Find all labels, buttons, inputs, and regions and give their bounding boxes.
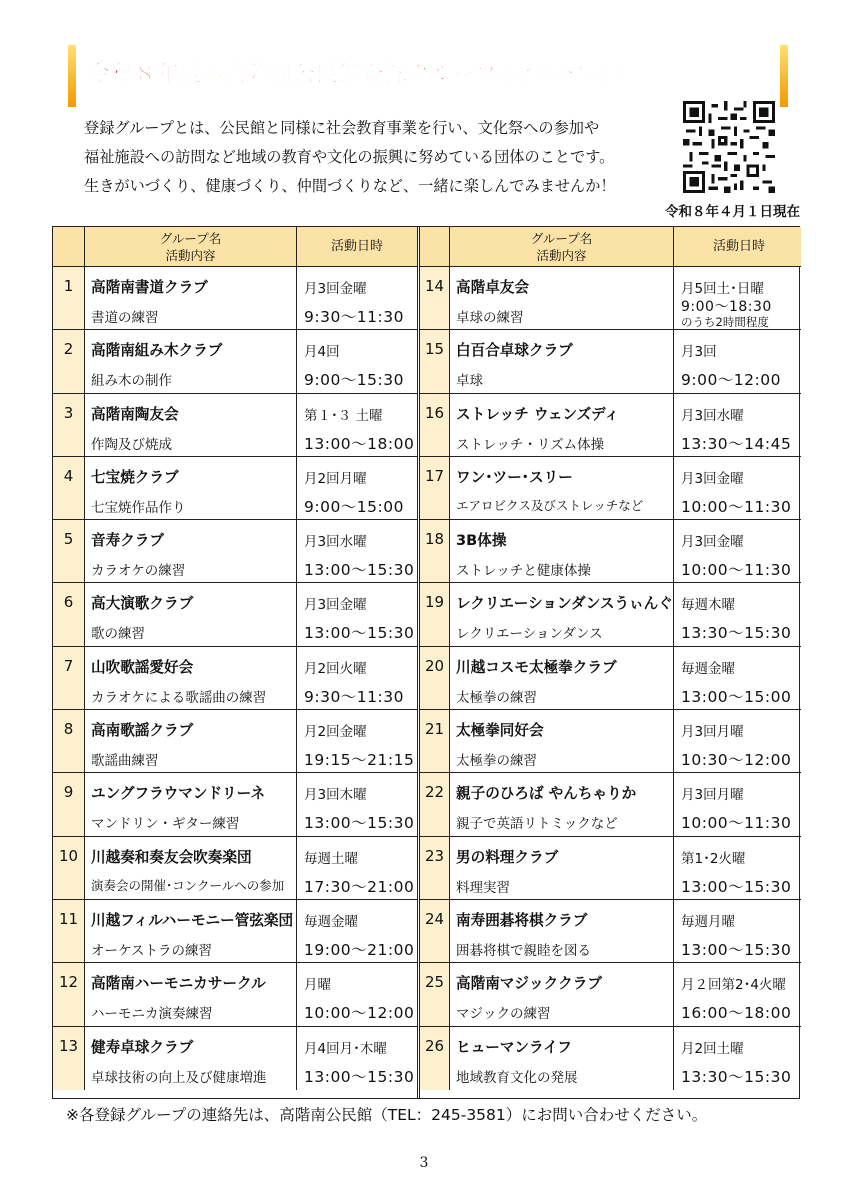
group-day: 月曜 (304, 977, 331, 994)
group-day: 毎週土曜 (304, 850, 358, 867)
contact-note: ※各登録グループの連絡先は、高階南公民館（TEL：245-3581）にお問い合わせください。 (66, 1106, 708, 1124)
intro-line-1: 登録グループとは、公民館と同様に社会教育事業を行い、文化祭への参加や (84, 119, 600, 137)
group-activity: 組み木の制作 (91, 373, 172, 390)
group-activity: 書道の練習 (91, 310, 159, 326)
group-schedule-cell (674, 330, 804, 392)
group-day: 月3回月曜 (681, 787, 744, 804)
table-row (53, 963, 417, 1026)
group-time: 13:30～15:30 (681, 1067, 792, 1086)
group-name: 3B体操 (456, 532, 507, 550)
group-activity: 作陶及び焼成 (91, 436, 172, 453)
group-schedule-cell (297, 267, 417, 329)
group-schedule-cell (297, 520, 417, 582)
group-schedule-cell (674, 457, 804, 519)
group-activity: オーケストラの練習 (91, 942, 212, 959)
group-activity: 卓球技術の向上及び健康増進 (91, 1069, 267, 1086)
group-day: 月2回月曜 (304, 470, 367, 487)
group-day: 月4回月･木曜 (304, 1040, 387, 1057)
group-name: 高階卓友会 (456, 279, 529, 296)
group-number: 18 (420, 520, 450, 582)
group-activity: 歌の練習 (91, 626, 145, 643)
group-day: 毎週金曜 (304, 913, 358, 930)
intro-line-2: 福祉施設への訪問など地域の教育や文化の振興に努めている団体のことです。 (84, 148, 615, 166)
table-row (53, 773, 417, 836)
group-name-cell (450, 583, 674, 645)
title-tail: をご紹介します (498, 65, 632, 86)
group-schedule-cell (674, 647, 804, 709)
group-number: 3 (53, 394, 85, 456)
group-day: 月2回金曜 (304, 724, 367, 741)
group-time: 10:00～11:30 (681, 814, 792, 833)
group-name-cell (85, 583, 297, 645)
group-name-cell (85, 773, 297, 835)
group-day: 月3回水曜 (304, 534, 367, 551)
table-row (53, 583, 417, 646)
group-day: 月5回土･日曜 (681, 281, 764, 297)
header-group-name: グループ名 (530, 231, 593, 246)
group-schedule-cell (674, 710, 804, 772)
group-name-cell (85, 900, 297, 962)
group-name-cell (85, 394, 297, 456)
group-time: 13:00～15:30 (304, 561, 415, 580)
table-row (420, 837, 801, 900)
page-title (88, 57, 776, 97)
group-schedule-cell (674, 837, 804, 899)
group-name: 男の料理クラブ (456, 848, 559, 866)
group-number: 11 (53, 900, 85, 962)
group-time: 17:30～21:00 (304, 877, 415, 896)
table-row (420, 900, 801, 963)
group-number: 12 (53, 963, 85, 1025)
group-activity: 演奏会の開催･コンクールへの参加 (91, 877, 285, 893)
group-day: 月2回火曜 (304, 660, 367, 677)
group-schedule-cell (297, 583, 417, 645)
group-time: 13:30～15:30 (681, 624, 792, 643)
group-time-note: のうち2時間程度 (681, 315, 769, 329)
group-schedule-cell (297, 394, 417, 456)
group-number: 25 (420, 963, 450, 1025)
table-row (53, 1027, 417, 1090)
group-name: ユングフラウマンドリーネ (91, 785, 266, 803)
group-name: 高南歌謡クラブ (91, 722, 194, 740)
table-row (53, 267, 417, 330)
group-table (52, 226, 800, 1099)
header-number-cell (53, 227, 85, 267)
group-activity: 歌謡曲練習 (91, 753, 159, 770)
table-row (53, 837, 417, 900)
group-day: 月3回水曜 (681, 407, 744, 424)
title-particle: の (203, 62, 225, 86)
group-name: 山吹歌謡愛好会 (91, 658, 194, 676)
group-name-cell (450, 394, 674, 456)
group-activity: カラオケによる歌謡曲の練習 (91, 689, 267, 706)
group-column-right (417, 227, 801, 1098)
group-schedule-cell (674, 583, 804, 645)
group-day: 月4回 (304, 344, 340, 361)
qr-code-icon[interactable] (683, 101, 775, 193)
group-number: 10 (53, 837, 85, 899)
group-schedule-cell (297, 837, 417, 899)
table-row (53, 457, 417, 520)
table-row (53, 330, 417, 393)
group-time: 10:00～12:00 (304, 1004, 415, 1023)
table-row (420, 773, 801, 836)
group-number: 22 (420, 773, 450, 835)
group-schedule-cell (674, 394, 804, 456)
group-time: 13:00～15:30 (681, 940, 792, 959)
group-number: 15 (420, 330, 450, 392)
group-number: 4 (53, 457, 85, 519)
group-name-cell (85, 457, 297, 519)
group-name: ヒューマンライフ (456, 1038, 572, 1056)
group-time: 13:00～15:30 (304, 624, 415, 643)
group-name-cell (450, 520, 674, 582)
intro-line-3: 生きがいづくり、健康づくり、仲間づくりなど、一緒に楽しんでみませんか！ (84, 177, 616, 195)
group-activity: ストレッチ・リズム体操 (456, 436, 605, 453)
group-name: 太極拳同好会 (456, 722, 544, 740)
table-row (53, 520, 417, 583)
header-schedule: 活動日時 (712, 239, 765, 254)
group-time: 13:00～15:30 (304, 1067, 415, 1086)
group-name: 川越フィルハーモニー管弦楽団 (91, 911, 294, 929)
group-time: 19:15～21:15 (304, 751, 415, 770)
group-name: 健寿卓球クラブ (91, 1038, 194, 1056)
group-name-cell (450, 330, 674, 392)
header-number-cell (420, 227, 450, 267)
group-activity: 料理実習 (456, 879, 510, 896)
table-row (420, 647, 801, 710)
intro-text (84, 114, 679, 201)
group-schedule-cell (297, 963, 417, 1025)
group-name: 川越コスモ太極拳クラブ (456, 658, 617, 676)
group-schedule-cell (297, 330, 417, 392)
group-name: 音寿クラブ (91, 532, 164, 550)
group-day: 月3回月曜 (681, 724, 744, 741)
group-time: 13:00～15:00 (681, 687, 792, 706)
group-number: 13 (53, 1027, 85, 1090)
group-name-cell (450, 900, 674, 962)
group-activity: 囲碁将棋で親睦を図る (456, 942, 591, 959)
table-row (53, 394, 417, 457)
group-time: 9:00～15:30 (304, 371, 404, 390)
table-row (53, 900, 417, 963)
group-time: 10:00～11:30 (681, 561, 792, 580)
table-row (420, 520, 801, 583)
group-time: 13:00～15:30 (304, 814, 415, 833)
group-day: 第1･2火曜 (681, 850, 746, 867)
group-name: 親子のひろば やんちゃりか (456, 785, 637, 803)
group-schedule-cell (297, 457, 417, 519)
group-number: 7 (53, 647, 85, 709)
group-number: 20 (420, 647, 450, 709)
group-schedule-cell (674, 267, 804, 329)
header-activity: 活動内容 (165, 248, 216, 263)
group-day: 月3回金曜 (304, 597, 367, 614)
group-activity: 地域教育文化の発展 (456, 1069, 578, 1086)
group-activity: 卓球の練習 (456, 310, 524, 326)
group-number: 19 (420, 583, 450, 645)
group-day: 月2回土曜 (681, 1040, 744, 1057)
table-row (420, 963, 801, 1026)
group-number: 6 (53, 583, 85, 645)
table-row (420, 710, 801, 773)
group-day: 月２回第2･4火曜 (681, 977, 786, 994)
group-name-cell (85, 520, 297, 582)
group-day: 月3回金曜 (681, 470, 744, 487)
group-schedule-cell (297, 710, 417, 772)
group-time: 10:00～11:30 (681, 497, 792, 516)
group-number: 16 (420, 394, 450, 456)
group-time: 13:00～18:00 (304, 434, 415, 453)
title-banner (68, 45, 788, 107)
group-day: 毎週木曜 (681, 597, 735, 614)
group-number: 14 (420, 267, 450, 329)
header-schedule: 活動日時 (330, 239, 383, 254)
group-activity: 親子で英語リトミックなど (456, 816, 618, 833)
group-time: 19:00～21:00 (304, 940, 415, 959)
group-activity: カラオケの練習 (91, 563, 186, 580)
group-time: 10:30～12:00 (681, 751, 792, 770)
group-time: 9:30～11:30 (304, 687, 404, 706)
group-name-cell (85, 710, 297, 772)
table-row (420, 330, 801, 393)
group-time: 9:00～18:30 (681, 299, 772, 315)
group-number: 2 (53, 330, 85, 392)
group-name: 高階南ハーモニカサークル (91, 975, 266, 993)
table-row (420, 457, 801, 520)
group-name-cell (85, 267, 297, 329)
group-day: 月3回金曜 (304, 281, 367, 297)
group-number: 24 (420, 900, 450, 962)
group-activity: マジックの練習 (456, 1006, 551, 1023)
group-name-cell (85, 837, 297, 899)
banner-left-bar (68, 45, 76, 107)
table-row (53, 710, 417, 773)
group-activity: 七宝焼作品作り (91, 499, 186, 516)
group-name: 七宝焼クラブ (91, 468, 179, 486)
group-name-cell (450, 773, 674, 835)
group-schedule-cell (674, 963, 804, 1025)
group-number: 17 (420, 457, 450, 519)
group-activity: 太極拳の練習 (456, 753, 537, 770)
group-number: 8 (53, 710, 85, 772)
group-schedule-cell (297, 773, 417, 835)
group-time: 13:00～15:30 (681, 877, 792, 896)
group-name-cell (85, 647, 297, 709)
group-day: 月3回 (681, 344, 717, 361)
group-day: 月3回金曜 (681, 534, 744, 551)
group-schedule-cell (674, 900, 804, 962)
group-time: 16:00～18:00 (681, 1004, 792, 1023)
table-header-left (53, 227, 417, 267)
group-activity: ストレッチと健康体操 (456, 563, 591, 580)
group-number: 26 (420, 1027, 450, 1090)
group-number: 9 (53, 773, 85, 835)
title-year: 令和８年度 (88, 62, 204, 87)
page-number: 3 (419, 1155, 429, 1171)
header-name-cell (85, 227, 297, 267)
table-row (53, 647, 417, 710)
rows-left (53, 267, 417, 1090)
header-group-name: グループ名 (159, 231, 222, 246)
group-column-left (53, 227, 417, 1098)
group-schedule-cell (674, 520, 804, 582)
group-number: 1 (53, 267, 85, 329)
banner-right-bar (780, 45, 788, 107)
group-name-cell (450, 710, 674, 772)
group-name: 高階南書道クラブ (91, 279, 208, 296)
group-time: 9:00～15:00 (304, 497, 404, 516)
group-day: 月3回木曜 (304, 787, 367, 804)
group-name: 高階南陶友会 (91, 405, 179, 423)
group-activity: エアロビクス及びストレッチなど (456, 497, 644, 513)
group-name-cell (85, 1027, 297, 1090)
group-name-cell (450, 647, 674, 709)
group-day: 第１･３ 土曜 (304, 407, 383, 424)
group-time: 13:30～14:45 (681, 434, 792, 453)
group-schedule-cell (297, 647, 417, 709)
group-name-cell (450, 837, 674, 899)
group-number: 21 (420, 710, 450, 772)
table-row (420, 583, 801, 646)
group-name: ストレッチ ウェンズディ (456, 405, 619, 423)
group-name: 南寿囲碁将棋クラブ (456, 911, 588, 929)
group-number: 5 (53, 520, 85, 582)
group-name-cell (450, 457, 674, 519)
title-main: 高階南公民館登録グループ (224, 62, 499, 87)
table-row (420, 394, 801, 457)
group-activity: ハーモニカ演奏練習 (91, 1006, 213, 1023)
group-name-cell (450, 1027, 674, 1090)
group-name-cell (85, 963, 297, 1025)
group-name-cell (450, 963, 674, 1025)
group-activity: 卓球 (456, 373, 483, 390)
as-of-date: 令和８年４月１日現在 (665, 204, 800, 220)
table-row (420, 267, 801, 330)
table-header-right (420, 227, 801, 267)
group-activity: 太極拳の練習 (456, 689, 537, 706)
group-activity: マンドリン・ギター練習 (91, 816, 240, 833)
group-name: 高階南組み木クラブ (91, 342, 223, 360)
group-name: 川越奏和奏友会吹奏楽団 (91, 848, 252, 866)
group-activity: レクリエーションダンス (456, 626, 603, 643)
header-activity: 活動内容 (536, 248, 587, 263)
group-day: 毎週月曜 (681, 913, 735, 930)
group-name-cell (85, 330, 297, 392)
group-day: 毎週金曜 (681, 660, 735, 677)
table-row (420, 1027, 801, 1090)
group-name: ワン･ツー･スリー (456, 468, 573, 486)
group-name: 高大演歌クラブ (91, 595, 194, 613)
group-name: 白百合卓球クラブ (456, 342, 573, 360)
group-schedule-cell (674, 773, 804, 835)
group-time: 9:00～12:00 (681, 371, 781, 390)
group-name-cell (450, 267, 674, 329)
header-name-cell (450, 227, 674, 267)
group-name: レクリエーションダンスうぃんぐ (456, 595, 673, 613)
group-time: 9:30～11:30 (304, 308, 404, 326)
group-schedule-cell (297, 900, 417, 962)
group-schedule-cell (297, 1027, 417, 1090)
group-schedule-cell (674, 1027, 804, 1090)
rows-right (420, 267, 801, 1090)
group-name: 高階南マジッククラブ (456, 975, 602, 993)
group-number: 23 (420, 837, 450, 899)
